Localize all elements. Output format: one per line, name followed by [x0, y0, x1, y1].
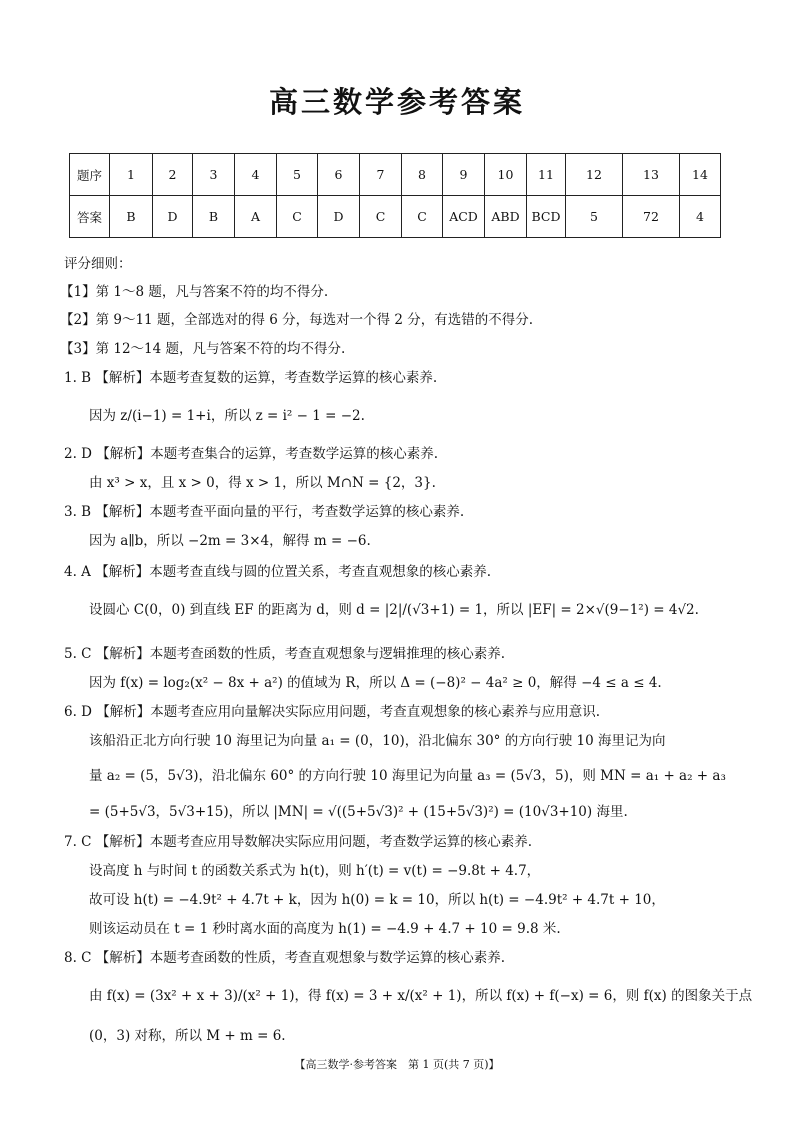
solution-heading: 6. D 【解析】本题考查应用向量解决实际应用问题，考查直观想象的核心素养与应用意识. [64, 704, 601, 720]
solution-line: (0，3) 对称，所以 M + m = 6. [89, 1028, 286, 1044]
solution-line: 因为 z/(i−1) = 1+i，所以 z = i² − 1 = −2. [89, 408, 365, 424]
solution-heading: 3. B 【解析】本题考查平面向量的平行，考查数学运算的核心素养. [64, 504, 465, 520]
question-number: 9 [443, 154, 485, 196]
solution-line: 因为 f(x) = log₂(x² − 8x + a²) 的值域为 R，所以 Δ = (−8)² − 4a² ≥ 0，解得 −4 ≤ a ≤ 4. [89, 675, 662, 691]
answer-cell: 72 [623, 196, 680, 238]
scoring-heading: 评分细则： [64, 256, 132, 272]
answer-cell: B [193, 196, 235, 238]
solution-line: 故可设 h(t) = −4.9t² + 4.7t + k，因为 h(0) = k = 10，所以 h(t) = −4.9t² + 4.7t + 10， [89, 892, 665, 908]
answer-cell: C [402, 196, 443, 238]
answer-cell: BCD [527, 196, 566, 238]
scoring-rule: 【1】第 1～8 题，凡与答案不符的均不得分. [60, 284, 329, 300]
solution-heading: 1. B 【解析】本题考查复数的运算，考查数学运算的核心素养. [64, 370, 438, 386]
page-footer: 【高三数学·参考答案 第 1 页(共 7 页)】 [294, 1058, 500, 1071]
solution-line: 该船沿正北方向行驶 10 海里记为向量 a₁ = (0，10)，沿北偏东 30° 的方向行驶 10 海里记为向 [89, 733, 666, 749]
answer-cell: C [277, 196, 318, 238]
question-number: 12 [566, 154, 623, 196]
question-number: 8 [402, 154, 443, 196]
question-number: 13 [623, 154, 680, 196]
solution-line: 设高度 h 与时间 t 的函数关系式为 h(t)，则 h′(t) = v(t) = −9.8t + 4.7， [89, 863, 541, 879]
question-row-label: 题序 [70, 154, 110, 196]
solution-line: 因为 a∥b，所以 −2m = 3×4，解得 m = −6. [89, 533, 371, 549]
answer-cell: ACD [443, 196, 485, 238]
answer-cell: 4 [680, 196, 721, 238]
solution-line: 设圆心 C(0，0) 到直线 EF 的距离为 d，则 d = |2|/(√3+1) = 1，所以 |EF| = 2×√(9−1²) = 4√2. [89, 602, 699, 618]
solution-line: 由 f(x) = (3x² + x + 3)/(x² + 1)，得 f(x) = 3 + x/(x² + 1)，所以 f(x) + f(−x) = 6，则 f(x) 的图象关于点 [89, 988, 753, 1004]
question-number: 11 [527, 154, 566, 196]
answer-cell: C [360, 196, 402, 238]
question-number: 4 [235, 154, 277, 196]
question-number: 14 [680, 154, 721, 196]
question-number: 1 [110, 154, 153, 196]
scoring-rule: 【2】第 9～11 题，全部选对的得 6 分，每选对一个得 2 分，有选错的不得分. [60, 312, 534, 328]
answer-cell: ABD [485, 196, 527, 238]
solution-line: 由 x³ > x，且 x > 0，得 x > 1，所以 M∩N = {2，3}. [89, 475, 436, 491]
question-number: 7 [360, 154, 402, 196]
solution-line: = (5+5√3，5√3+15)，所以 |MN| = √((5+5√3)² + (15+5√3)²) = (10√3+10) 海里. [89, 804, 628, 820]
solution-heading: 4. A 【解析】本题考查直线与圆的位置关系，考查直观想象的核心素养. [64, 564, 492, 580]
solution-line: 则该运动员在 t = 1 秒时离水面的高度为 h(1) = −4.9 + 4.7 + 10 = 9.8 米. [89, 921, 561, 937]
solution-heading: 7. C 【解析】本题考查应用导数解决实际应用问题，考查数学运算的核心素养. [64, 834, 533, 850]
question-number: 10 [485, 154, 527, 196]
answer-cell: A [235, 196, 277, 238]
page-title: 高三数学参考答案 [268, 85, 525, 119]
solution-heading: 8. C 【解析】本题考查函数的性质，考查直观想象与数学运算的核心素养. [64, 950, 506, 966]
solution-heading: 2. D 【解析】本题考查集合的运算，考查数学运算的核心素养. [64, 446, 439, 462]
question-number: 3 [193, 154, 235, 196]
answer-cell: B [110, 196, 153, 238]
answer-cell: D [318, 196, 360, 238]
solution-heading: 5. C 【解析】本题考查函数的性质，考查直观想象与逻辑推理的核心素养. [64, 646, 506, 662]
question-number: 6 [318, 154, 360, 196]
answer-row [70, 196, 721, 238]
solution-line: 量 a₂ = (5，5√3)，沿北偏东 60° 的方向行驶 10 海里记为向量 a₃ = (5√3，5)，则 MN = a₁ + a₂ + a₃ [89, 768, 726, 784]
answer-cell: D [153, 196, 193, 238]
question-number: 2 [153, 154, 193, 196]
answer-row-label: 答案 [70, 196, 110, 238]
answer-cell: 5 [566, 196, 623, 238]
question-row [70, 154, 721, 196]
answer-table [69, 153, 721, 238]
question-number: 5 [277, 154, 318, 196]
scoring-rule: 【3】第 12～14 题，凡与答案不符的均不得分. [60, 341, 346, 357]
